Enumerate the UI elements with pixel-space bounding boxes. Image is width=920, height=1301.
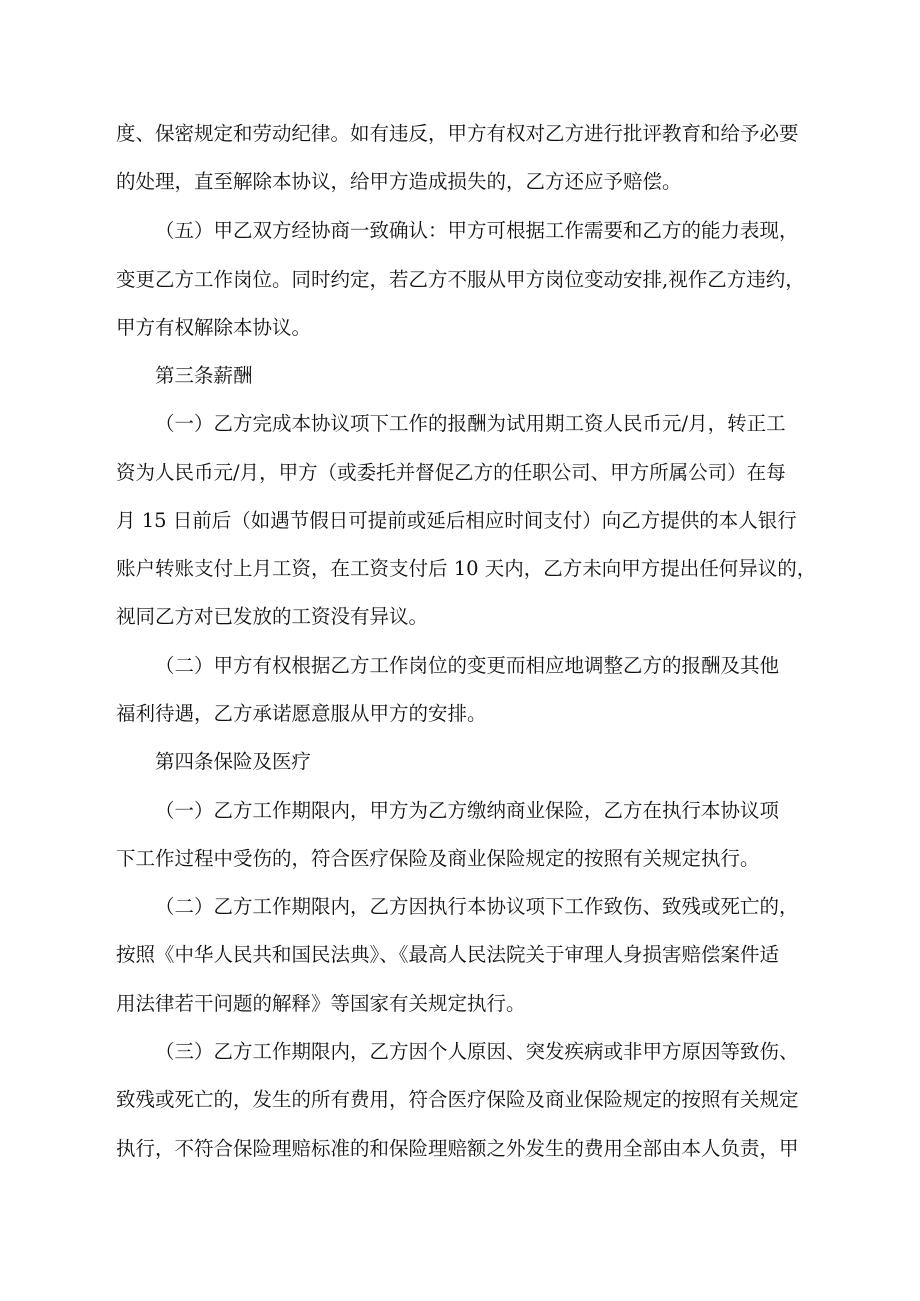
text-line: 下工作过程中受伤的，符合医疗保险及商业保险规定的按照有关规定执行。 — [116, 847, 760, 870]
text-line: 用法律若干问题的解释》等国家有关规定执行。 — [116, 992, 526, 1015]
text-line: 的处理，直至解除本协议，给甲方造成损失的，乙方还应予赔偿。 — [116, 170, 682, 193]
text-line: 执行，不符合保险理赔标准的和保险理赔额之外发生的费用全部由本人负责，甲 — [116, 1137, 799, 1160]
paragraph-start: （二）甲方有权根据乙方工作岗位的变更而相应地调整乙方的报酬及其他 — [155, 654, 780, 677]
text-line: 按照《中华人民共和国民法典》、《最高人民法院关于审理人身损害赔偿案件适 — [116, 943, 780, 966]
section-heading: 第三条薪酬 — [155, 364, 253, 387]
section-heading: 第四条保险及医疗 — [155, 750, 312, 773]
paragraph-start: （二）乙方工作期限内，乙方因执行本协议项下工作致伤、致残或死亡的， — [155, 895, 799, 918]
paragraph-start: （一）乙方完成本协议项下工作的报酬为试用期工资人民币元/月，转正工 — [155, 412, 786, 435]
text-line: 资为人民币元/月，甲方（或委托并督促乙方的任职公司、甲方所属公司）在每 — [116, 461, 786, 484]
text-line: 福利待遇，乙方承诺愿意服从甲方的安排。 — [116, 702, 487, 725]
text-line: 变更乙方工作岗位。同时约定，若乙方不服从甲方岗位变动安排,视作乙方违约， — [116, 268, 805, 291]
paragraph-start: （五）甲乙双方经协商一致确认：甲方可根据工作需要和乙方的能力表现， — [155, 219, 799, 242]
text-line: 月 15 日前后（如遇节假日可提前或延后相应时间支付）向乙方提供的本人银行 — [116, 509, 797, 532]
paragraph-start: （三）乙方工作期限内，乙方因个人原因、突发疾病或非甲方原因等致伤、 — [155, 1040, 799, 1063]
text-line: 视同乙方对已发放的工资没有异议。 — [116, 605, 429, 628]
text-line: 致残或死亡的，发生的所有费用，符合医疗保险及商业保险规定的按照有关规定 — [116, 1088, 799, 1111]
paragraph-start: （一）乙方工作期限内，甲方为乙方缴纳商业保险，乙方在执行本协议项 — [155, 799, 780, 822]
text-line: 账户转账支付上月工资，在工资支付后 10 天内，乙方未向甲方提出任何异议的， — [116, 557, 817, 580]
text-line: 度、保密规定和劳动纪律。如有违反，甲方有权对乙方进行批评教育和给予必要 — [116, 122, 799, 145]
text-line: 甲方有权解除本协议。 — [116, 316, 312, 339]
